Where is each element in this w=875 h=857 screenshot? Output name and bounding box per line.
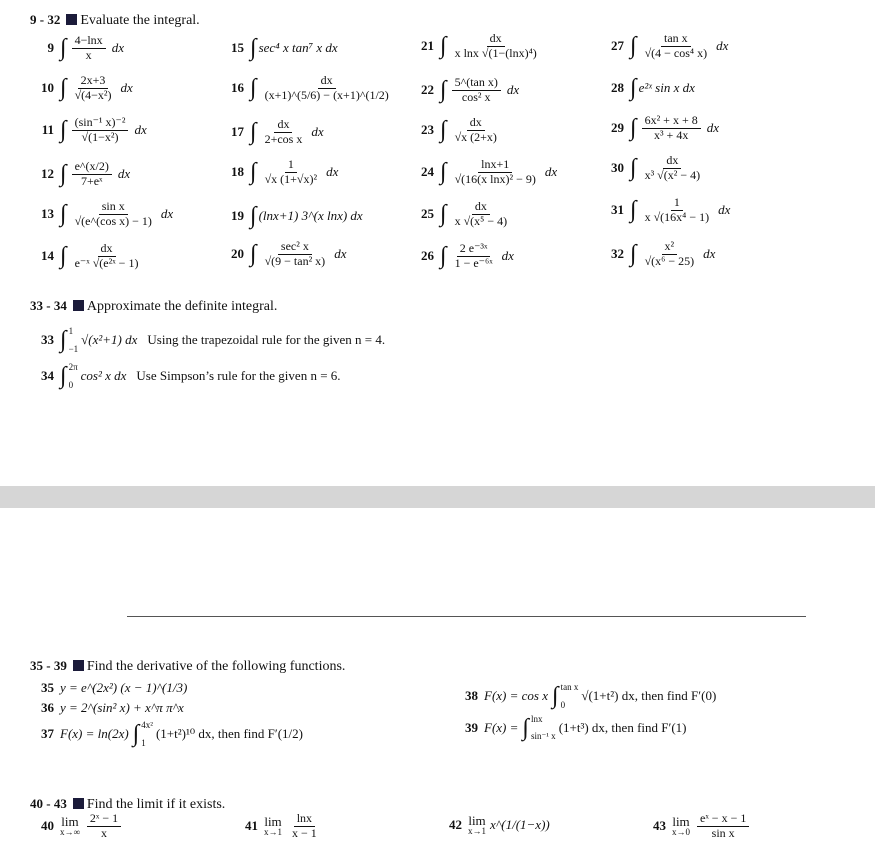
problem-35: 35 y = e^(2x²) (x − 1)^(1/3)	[41, 680, 188, 695]
section-header-approximate: 33 - 34 Approximate the definite integral.	[30, 298, 278, 314]
integral-sign-icon: ∫	[630, 197, 637, 224]
integral-sign-icon: ∫	[440, 117, 447, 144]
problem-41: 41 lim x→1 lnx x − 1	[245, 811, 317, 840]
problem-26: 26 ∫ 2 e⁻³ˣ 1 − e⁻⁶ˣ dx	[421, 241, 514, 270]
integral-sign-icon: ∫	[630, 75, 637, 101]
problem-38: 38 F(x) = cos x ∫ tan x 0 √(1+t²) dx, then find F′(0)	[465, 682, 717, 710]
section-header-evaluate	[30, 12, 200, 29]
problem-19: 19 ∫ (lnx+1) 3^(x lnx) dx	[231, 203, 363, 229]
problem-30: 30 ∫ dx x³ √(x² − 4)	[611, 153, 701, 182]
problem-32: 32 ∫ x² √(x⁶ − 25) dx	[611, 239, 716, 268]
problem-33: 33 ∫ 1 −1 √(x²+1) dx Using the trapezoidal rule for the given n = 4.	[41, 326, 386, 354]
integral-sign-icon: ∫	[60, 243, 67, 270]
integral-sign-icon: ∫	[250, 35, 257, 61]
problem-29: 29 ∫ 6x² + x + 8 x³ + 4x dx	[611, 113, 719, 142]
horizontal-divider	[127, 616, 806, 617]
integral-sign-icon: ∫	[552, 683, 559, 709]
problem-23: 23 ∫ dx √x (2+x)	[421, 115, 497, 144]
problem-42: 42 lim x→1 x^(1/(1−x))	[449, 813, 550, 836]
integral-sign-icon: ∫	[630, 115, 637, 142]
integral-sign-icon: ∫	[250, 203, 257, 229]
problem-34: 34 ∫ 2π 0 cos² x dx Use Simpson’s rule for the given n = 6.	[41, 362, 341, 390]
problem-25: 25 ∫ dx x √(x⁵ − 4)	[421, 199, 508, 228]
integral-sign-icon: ∫	[60, 35, 67, 62]
integral-sign-icon: ∫	[60, 363, 67, 389]
integral-sign-icon: ∫	[60, 117, 67, 144]
problem-31: 31 ∫ 1 x √(16x⁴ − 1) dx	[611, 195, 731, 224]
integral-sign-icon: ∫	[630, 241, 637, 268]
integral-sign-icon: ∫	[250, 75, 257, 102]
problem-11: 11 ∫ (sin⁻¹ x)⁻² √(1−x²) dx	[41, 115, 147, 144]
problem-18: 18 ∫ 1 √x (1+√x)² dx	[231, 157, 339, 186]
problem-39: 39 F(x) = ∫ lnx sin⁻¹ x (1+t³) dx, then find F′(1)	[465, 714, 687, 741]
problem-12: 12 ∫ e^(x/2) 7+eˣ dx	[41, 159, 131, 188]
bullet-square-icon	[66, 14, 77, 25]
integral-sign-icon: ∫	[60, 327, 67, 353]
bullet-square-icon	[73, 798, 84, 809]
integral-sign-icon: ∫	[250, 119, 257, 146]
problem-40: 40 lim x→∞ 2ˣ − 1 x	[32, 812, 124, 841]
problem-21: 21 ∫ dx x lnx √(1−(lnx)⁴)	[421, 31, 537, 60]
problem-9: 9 ∫ 4−lnx x dx	[47, 33, 124, 62]
problem-27: 27 ∫ tan x √(4 − cos⁴ x) dx	[611, 31, 729, 60]
integral-sign-icon: ∫	[440, 201, 447, 228]
problem-36: 36 y = 2^(sin² x) + x^π π^x	[41, 700, 184, 715]
integral-sign-icon: ∫	[132, 721, 140, 747]
section-range: 9 - 32	[30, 12, 61, 27]
bullet-square-icon	[73, 300, 84, 311]
problem-16: 16 ∫ dx (x+1)^(5/6) − (x+1)^(1/2)	[231, 73, 389, 102]
integral-sign-icon: ∫	[522, 715, 529, 741]
integral-sign-icon: ∫	[440, 159, 447, 186]
integral-sign-icon: ∫	[440, 243, 447, 270]
problem-14: 14 ∫ dx e⁻ˣ √(e²ˣ − 1)	[41, 241, 139, 270]
section-header-limit: 40 - 43 Find the limit if it exists.	[30, 796, 226, 812]
integral-sign-icon: ∫	[250, 159, 257, 186]
problem-20: 20 ∫ sec² x √(9 − tan² x) dx	[231, 239, 347, 268]
integral-sign-icon: ∫	[440, 77, 447, 104]
integral-sign-icon: ∫	[60, 201, 67, 228]
integral-sign-icon: ∫	[630, 33, 637, 60]
integral-sign-icon: ∫	[630, 155, 637, 182]
problem-13: 13 ∫ sin x √(e^(cos x) − 1) dx	[41, 199, 174, 228]
problem-17: 17 ∫ dx 2+cos x dx	[231, 117, 324, 146]
integral-sign-icon: ∫	[60, 75, 67, 102]
problem-10: 10 ∫ 2x+3 √(4−x²) dx	[41, 73, 133, 102]
separator-band	[0, 486, 875, 508]
problem-28: 28 ∫ e²ˣ sin x dx	[611, 75, 695, 101]
section-title: Evaluate the integral.	[80, 13, 200, 28]
problem-15: 15 ∫ sec⁴ x tan⁷ x dx	[231, 35, 338, 61]
integral-sign-icon: ∫	[250, 241, 257, 268]
problem-43: 43 lim x→0 eˣ − x − 1 sin x	[644, 812, 752, 841]
integral-sign-icon: ∫	[60, 161, 67, 188]
problem-37: 37 F(x) = ln(2x) ∫ 4x² 1 (1+t²)¹⁰ dx, then find F′(1/2)	[41, 720, 303, 748]
bullet-square-icon	[73, 660, 84, 671]
problem-24: 24 ∫ lnx+1 √(16(x lnx)² − 9) dx	[421, 157, 558, 186]
problem-22: 22 ∫ 5^(tan x) cos² x dx	[421, 75, 520, 104]
integral-sign-icon: ∫	[440, 33, 447, 60]
section-header-derivative: 35 - 39 Find the derivative of the following functions.	[30, 658, 346, 674]
